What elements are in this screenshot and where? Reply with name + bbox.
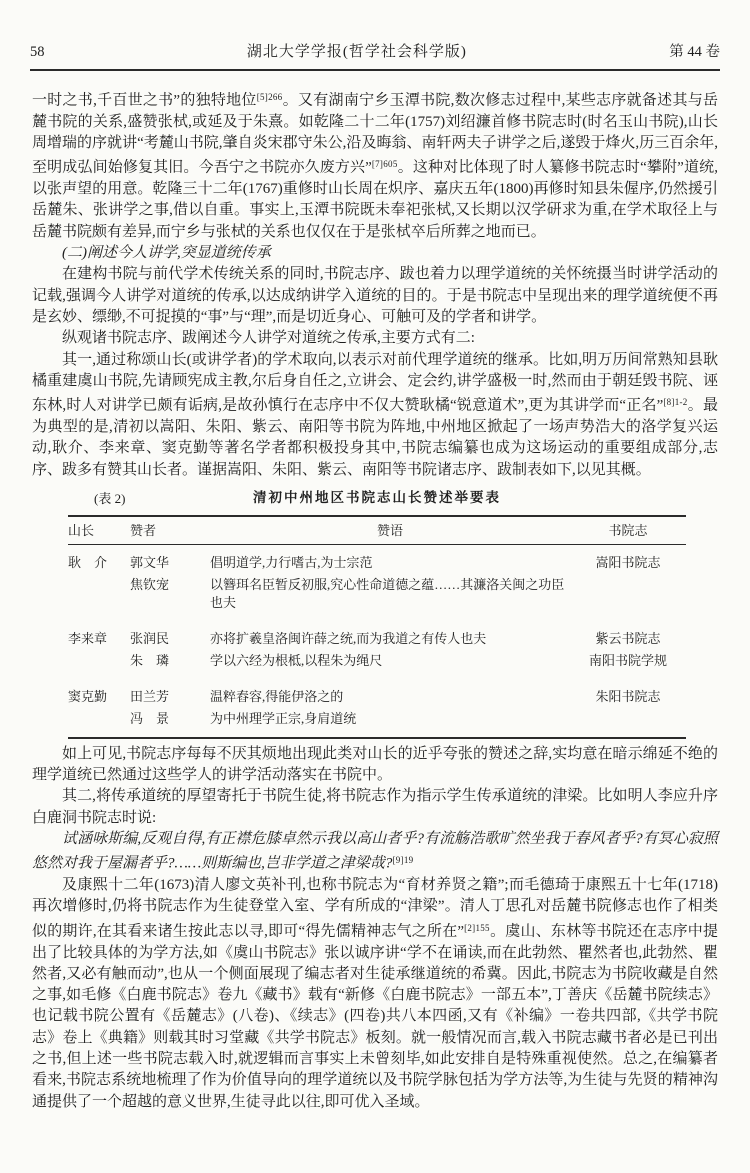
cell-zanyu: 学以六经为根柢,以程朱为绳尺 <box>210 652 383 668</box>
cell-zanyu: 温粹舂容,得能伊洛之的 <box>210 688 344 704</box>
cell-shanzhang: 耿 介 <box>68 554 108 570</box>
cell-zanzhe: 郭文华 <box>130 554 170 570</box>
paragraph-text: 及康熙十二年(1673)清人廖文英补刊,也称书院志为“育材养贤之籍”;而毛德琦于康熙五十七年(1718)再次增修时,仍将书院志作为生徒登堂入室、学有所成的“津梁”。清人丁思孔对岳麓书院修志也作了相类似的期许,在其看来诸生按此志以寻,即可“得先儒精神志气之所在” <box>32 877 718 940</box>
cell-shuyuanzhi: 朱阳书院志 <box>595 688 661 704</box>
paragraph-jiangou: 在建构书院与前代学术传统关系的同时,书院志序、跋也着力以理学道统的关怀统摄当时讲学活动的记载,强调今人讲学对道统的传承,以达成纳讲学入道统的目的。于是书院志中呈现出来的理学道统便不再是玄妙、缥缈,不可捉摸的“事”与“理”,而是切近身心、可触可及的学者和讲学。 <box>32 266 718 325</box>
article-body <box>32 87 718 1113</box>
paragraph-rushang: 如上可见,书院志序每每不厌其烦地出现此类对山长的近乎夸张的赞述之辞,实均意在暗示绵延不绝的理学道统已然通过这些学人的讲学活动落实在书院中。 <box>32 745 718 784</box>
journal-title: 湖北大学学报(哲学社会科学版) <box>246 44 467 60</box>
paragraph-method-one <box>32 350 718 481</box>
cell-shuyuanzhi: 南阳书院学规 <box>588 652 667 668</box>
block-quote <box>32 829 718 875</box>
col-header-shanzhang: 山长 <box>68 516 130 545</box>
cell-zanyu: 亦将扩羲皇洛闽许薛之统,而为我道之有传人也夫 <box>210 630 487 646</box>
paragraph-text: 。又有湖南宁乡玉潭书院,数次修志过程中,某些志序就备述其与岳麓书院的关系,盛赞张栻,或延及于朱熹。如乾隆二十二年(1757)刘绍濂首修书院志时(时名玉山书院),山长周增瑞的序就讲“考麓山书院,肇自炎宋郡守朱公,沿及晦翁、南轩两夫子讲学之后,遂毁于烽火,历三百余年,至明成弘间始修复其旧。今吾宁之书院亦久废方兴” <box>32 92 718 176</box>
cell-zanyu: 倡明道学,力行嗜古,为士宗范 <box>210 554 373 570</box>
paragraph-continuation <box>32 87 718 243</box>
cell-zanzhe: 张润民 <box>130 630 170 646</box>
table-header-row <box>68 516 686 545</box>
table-row <box>68 650 686 679</box>
praise-table <box>68 515 686 739</box>
cell-zanzhe: 朱 璘 <box>130 652 170 668</box>
col-header-shuyuanzhi: 书院志 <box>570 516 686 545</box>
col-header-zanyu: 赞语 <box>210 516 570 545</box>
paragraph-zongguan: 纵观诸书院志序、跋阐述今人讲学对道统之传承,主要方式有二: <box>62 330 475 347</box>
citation-ref: [7]605 <box>371 159 398 170</box>
table-row <box>68 621 686 650</box>
table-row <box>68 679 686 708</box>
table-head <box>68 516 686 545</box>
cell-shuyuanzhi: 紫云书院志 <box>595 630 661 646</box>
volume-label: 第 44 卷 <box>669 44 720 60</box>
cell-zanyu: 以簪珥名臣暂反初服,究心性命道德之蕴……其濂洛关闽之功臣也夫 <box>210 576 565 610</box>
cell-shanzhang: 李来章 <box>68 630 108 646</box>
citation-ref: [9]19 <box>392 855 414 866</box>
paragraph-text: 。最为典型的是,清初以嵩阳、朱阳、紫云、南阳等书院为阵地,中州地区掀起了一场声势浩大的洛学复兴运动,耿介、李来章、窦克勤等著名学者都积极投身其中,书院志编纂也成为这场运动的重要组成部分,志序、跋多有赞其山长者。谨据嵩阳、朱阳、紫云、南阳等书院诸志序、跋制表如下,以见其概。 <box>32 397 718 478</box>
table-row <box>68 544 686 574</box>
table-title: 清初中州地区书院志山长赞述举要表 <box>253 489 501 505</box>
citation-ref: [2]155 <box>464 922 490 933</box>
table-block <box>68 489 686 739</box>
table-body <box>68 544 686 738</box>
cell-zanzhe: 田兰芳 <box>130 688 170 704</box>
page-number: 58 <box>30 44 45 60</box>
table-caption <box>68 489 686 510</box>
paragraph-kangxi <box>32 875 718 1113</box>
cell-zanyu: 为中州理学正宗,身肩道统 <box>210 710 357 726</box>
cell-shanzhang: 窦克勤 <box>68 688 108 704</box>
cell-zanzhe: 冯 景 <box>130 710 170 726</box>
col-header-zanzhe: 赞者 <box>130 516 210 545</box>
paragraph-text: 。虞山、东林等书院还在志序中提出了比较具体的为学方法,如《虞山书院志》张以诚序讲“学不在诵读,而在此勃然、瞿然者也,此勃然、瞿然者,又必有触而动”,也从一个侧面展现了编志者对生徒承继道统的希冀。因此,书院志为书院收藏是自然之事,如毛修《白鹿书院志》卷九《藏书》载有“新修《白鹿书院志》一部五本”,丁善庆《岳麓书院续志》也记载书院公置有《岳麓志》(八卷)、《续志》(四卷)共八本四函,又有《补编》一卷共四部,《共学书院志》卷上《典籍》则载其时习堂藏《共学书院志》板刻。就一般情况而言,载入书院志藏书者必是已刊出之书,但上述一些书院志载入时,就逻辑而言事实上未曾刻毕,如此安排自是特殊重视使然。总之,在编纂者看来,书院志系统地梳理了作为价值导向的理学道统以及书院学脉包括为学方法等,为生徒与先贤的精神沟通提供了一个超越的意义世界,生徒寻此以往,即可优入圣域。 <box>32 923 718 1110</box>
paragraph-text: 其一,通过称颂山长(或讲学者)的学术取向,以表示对前代理学道统的继承。比如,明万历间常熟知县耿橘重建虞山书院,先请顾宪成主教,尔后身自任之,立讲会、定会约,讲学盛极一时,然而由于朝廷毁书院、诬东林,时人对讲学已颇有诟病,是故孙慎行在志序中不仅大赞耿橘“锐意道术”,更为其讲学而“正名” <box>32 351 718 414</box>
cell-shuyuanzhi: 嵩阳书院志 <box>595 554 661 570</box>
citation-ref: [5]266 <box>256 92 283 102</box>
section-heading: (二)阐述今人讲学,突显道统传承 <box>62 245 271 262</box>
quote-text: 试涵咏斯编,反观自得,有正襟危膝卓然示我以高山者乎?有流觞浩歌旷然坐我于春风者乎?有冥心寂照悠然对我于屋漏者乎?……则斯编也,岂非学道之津梁哉? <box>32 831 718 872</box>
paragraph-text: 一时之书,千百世之书”的独特地位 <box>32 92 257 109</box>
citation-ref: [8]1-2 <box>663 397 688 408</box>
paragraph-method-two: 其二,将传承道统的厚望寄托于书院生徒,将书院志作为指示学生传承道统的津梁。比如明人李应升序白鹿洞书院志时说: <box>32 788 718 826</box>
page-header <box>30 40 720 71</box>
paragraph-text: 。这种对比体现了时人纂修书院志时“攀附”道统,以张声望的用意。乾隆三十二年(1767)重修时山长周在炽序、嘉庆五年(1800)再修时知县朱偓序,仍然援引岳麓朱、张讲学之事,借以自重。事实上,玉潭书院既未奉祀张栻,又长期以汉学研求为重,在学术取径上与岳麓书院颇有差异,而宁乡与张栻的关系也仅仅在于是张栻卒后所葬之地而已。 <box>32 159 718 240</box>
table-number-tag: (表 2) <box>94 490 126 506</box>
cell-zanzhe: 焦钦宠 <box>130 576 170 592</box>
